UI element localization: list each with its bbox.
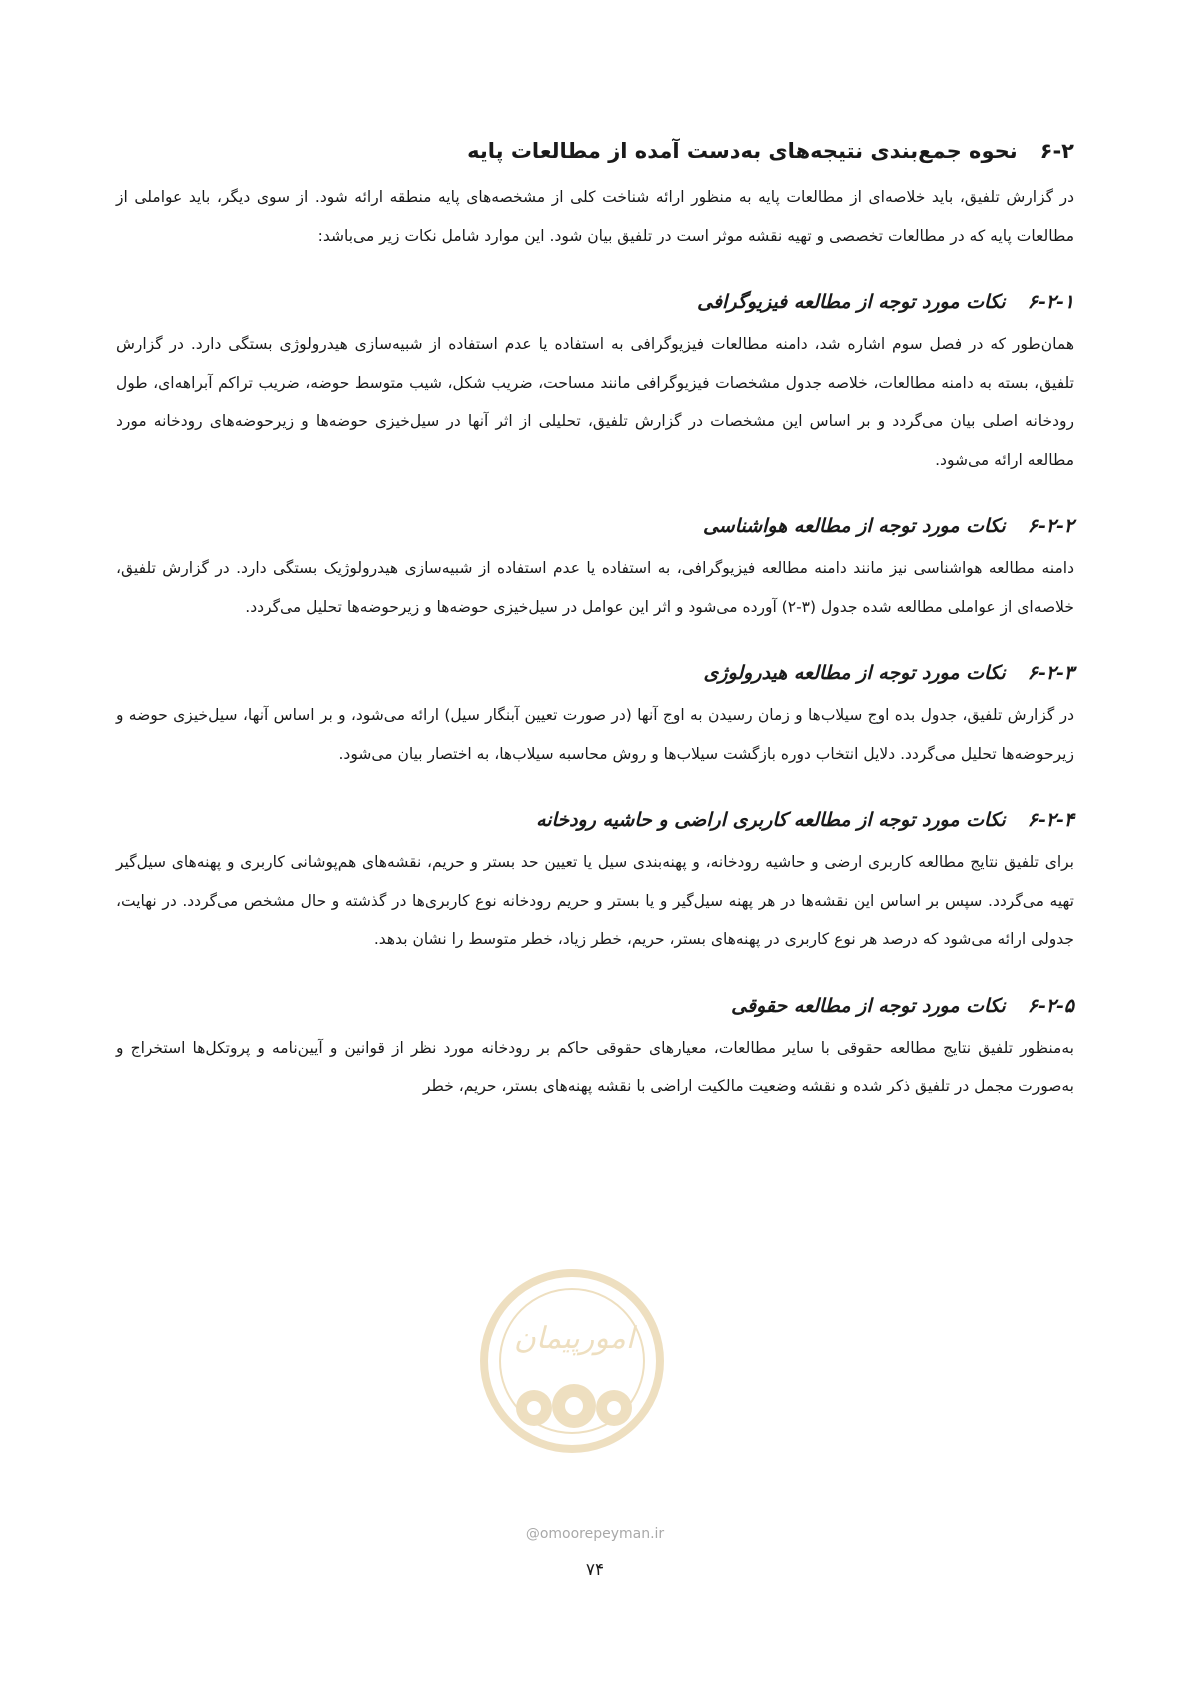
- subsection-number: ۶-۲-۱: [1027, 291, 1074, 313]
- watermark-at-icon: @: [525, 1526, 540, 1542]
- subsection-heading-4: [116, 803, 1074, 837]
- section-number: ۶-۲: [1039, 139, 1074, 163]
- subsection-heading-3: [116, 656, 1074, 690]
- watermark-logo-text: امورپیمان: [513, 1321, 635, 1356]
- subsection-number: ۶-۲-۵: [1027, 994, 1074, 1017]
- subsection-paragraph-1: همان‌طور که در فصل سوم اشاره شد، دامنه مطالعات فیزیوگرافی به استفاده یا عدم استفاده از شبیه‌سازی هیدرولوژی بستگی دارد. در گزارش تلفیق، بسته به دامنه مطالعات، خلاصه جدول مشخصات فیزیوگرافی مانند مساحت، ضریب شکل، شیب متوسط حوضه، ضریب تراکم آبراهه‌ای، طول رودخانه اصلی بیان می‌گردد و بر اساس این مشخصات در گزارش تلفیق، تحلیلی از اثر آنها در سیل‌خیزی حوضه‌ها و زیرحوضه‌های رودخانه مورد مطالعه ارائه می‌شود.: [116, 335, 1074, 469]
- subsection-paragraph-2: دامنه مطالعه هواشناسی نیز مانند دامنه مطالعه فیزیوگرافی، به استفاده یا عدم استفاده از شبیه‌سازی هیدرولوژیک بستگی دارد. در گزارش تلفیق، خلاصه‌ای از عواملی مطالعه شده جدول (۳-۲) آورده می‌شود و اثر این عوامل در سیل‌خیزی حوضه‌ها و زیرحوضه‌ها تحلیل می‌گردد.: [116, 559, 1074, 616]
- subsection-heading-5: [116, 989, 1074, 1023]
- watermark-url: @omoorepeyman.ir: [525, 1526, 665, 1542]
- subsection-title: نکات مورد توجه از مطالعه فیزیوگرافی: [697, 291, 1006, 313]
- subsection-number: ۶-۲-۲: [1027, 515, 1074, 537]
- subsection-title: نکات مورد توجه از مطالعه هواشناسی: [702, 515, 1006, 537]
- subsection-title: نکات مورد توجه از مطالعه حقوقی: [731, 994, 1006, 1017]
- section-intro: در گزارش تلفیق، باید خلاصه‌ای از مطالعات پایه به منظور ارائه شناخت کلی از مشخصه‌های پایه منطقه ارائه شود. از سوی دیگر، باید عواملی از مطالعات پایه که در مطالعات تخصصی و تهیه نقشه موثر است در تلفیق بیان شود. این موارد شامل نکات زیر می‌باشد:: [116, 188, 1074, 245]
- section-heading: [116, 134, 1074, 168]
- subsection-heading-2: [116, 509, 1074, 543]
- subsection-paragraph-5: به‌منظور تلفیق نتایج مطالعه حقوقی با سایر مطالعات، معیارهای حقوقی حاکم بر رودخانه مورد نظر از قوانین و آیین‌نامه و پروتکل‌ها استخراج و به‌صورت مجمل در تلفیق ذکر شده و نقشه وضعیت مالکیت اراضی با نقشه پهنه‌های بستر، حریم، خطر: [116, 1038, 1074, 1095]
- subsection-title: نکات مورد توجه از مطالعه هیدرولوژی: [703, 662, 1006, 684]
- subsection-number: ۶-۲-۳: [1027, 662, 1074, 684]
- subsection-paragraph-4: برای تلفیق نتایج مطالعه کاربری ارضی و حاشیه رودخانه، و پهنه‌بندی سیل یا تعیین حد بستر و حریم، نقشه‌های هم‌پوشانی کاربری و پهنه‌های سیل‌گیر تهیه می‌گردد. سپس بر اساس این نقشه‌ها در هر پهنه سیل‌گیر و یا بستر و حریم رودخانه نوع کاربری‌ها در گذشته و حال مشخص می‌گردد. در نهایت، جدولی ارائه می‌شود که درصد هر نوع کاربری در پهنه‌های بستر، حریم، خطر زیاد، خطر متوسط را نشان بدهد.: [116, 853, 1074, 948]
- subsection-heading-1: [116, 285, 1074, 319]
- subsection-title: نکات مورد توجه از مطالعه کاربری اراضی و حاشیه رودخانه: [536, 809, 1006, 831]
- subsection-paragraph-3: در گزارش تلفیق، جدول بده اوج سیلاب‌ها و زمان رسیدن به اوج آنها (در صورت تعیین آبنگار سیل) ارائه می‌شود، و بر اساس آنها، سیل‌خیزی حوضه و زیرحوضه‌ها تحلیل می‌گردد. دلایل انتخاب دوره بازگشت سیلاب‌ها و روش محاسبه سیلاب‌ها، به اختصار بیان می‌شود.: [116, 706, 1074, 763]
- document-page: [116, 110, 1074, 1580]
- page-number: ۷۴: [585, 1560, 605, 1580]
- section-title: نحوه جمع‌بندی نتیجه‌های به‌دست آمده از مطالعات پایه: [467, 139, 1018, 163]
- subsection-number: ۶-۲-۴: [1027, 809, 1074, 831]
